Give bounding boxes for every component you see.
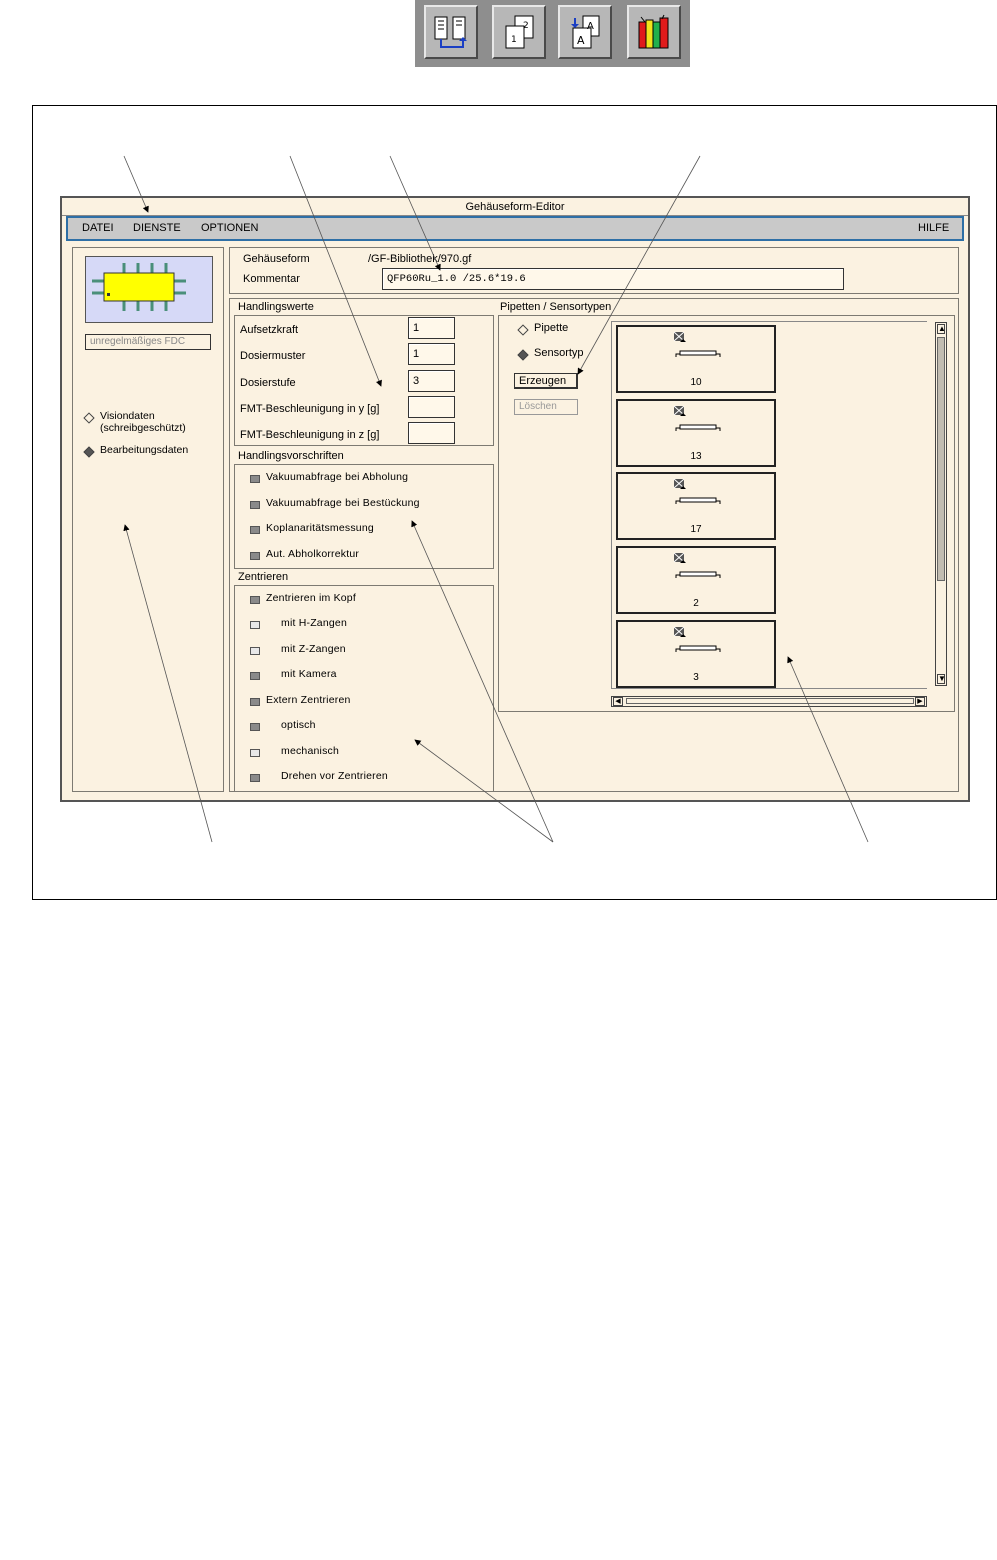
callout-line-zentrieren bbox=[415, 740, 553, 842]
sensor-card-number: 17 bbox=[690, 524, 702, 535]
dosiermuster-label: Dosiermuster bbox=[240, 350, 306, 362]
menu-optionen[interactable]: OPTIONEN bbox=[201, 222, 259, 234]
erzeugen-button[interactable]: Erzeugen bbox=[514, 373, 578, 389]
callout-line-menubar bbox=[124, 156, 148, 212]
irregular-fdc-button[interactable]: unregelmäßiges FDC bbox=[85, 334, 211, 350]
callout-line-left-panel bbox=[125, 525, 212, 842]
svg-text:2: 2 bbox=[523, 21, 529, 31]
extern-zentrieren-label: Extern Zentrieren bbox=[266, 694, 351, 706]
menu-hilfe[interactable]: HILFE bbox=[918, 222, 950, 234]
scroll-left-icon[interactable]: ◀ bbox=[613, 697, 623, 706]
menu-dienste[interactable]: DIENSTE bbox=[133, 222, 181, 234]
sensor-card-number: 10 bbox=[690, 377, 702, 388]
callout-line-cards bbox=[788, 657, 868, 842]
dosierstufe-label: Dosierstufe bbox=[240, 377, 296, 389]
menu-datei[interactable]: DATEI bbox=[82, 222, 114, 234]
mechanisch-label: mechanisch bbox=[281, 745, 340, 757]
aufsetzkraft-label: Aufsetzkraft bbox=[240, 324, 299, 336]
koplanaritaet-label: Koplanaritätsmessung bbox=[266, 522, 374, 534]
gehaeuseform-path: /GF-Bibliothek/970.gf bbox=[368, 253, 472, 265]
sensor-card-number: 13 bbox=[690, 451, 702, 462]
callout-line-header bbox=[390, 156, 440, 270]
svg-text:A: A bbox=[577, 34, 585, 47]
h-zangen-label: mit H-Zangen bbox=[281, 617, 348, 629]
scroll-down-icon[interactable]: ▼ bbox=[938, 674, 946, 683]
aufsetzkraft-input[interactable]: 1 bbox=[408, 317, 455, 339]
pipetten-title: Pipetten / Sensortypen bbox=[500, 301, 612, 313]
handlingswerte-title: Handlingswerte bbox=[238, 301, 314, 313]
sensor-card-number: 3 bbox=[693, 672, 699, 683]
callout-line-vorschriften bbox=[412, 521, 553, 842]
optisch-label: optisch bbox=[281, 719, 316, 731]
fmt-z-label: FMT-Beschleunigung in z [g] bbox=[240, 429, 380, 441]
kamera-label: mit Kamera bbox=[281, 668, 337, 680]
fmt-y-label: FMT-Beschleunigung in y [g] bbox=[240, 403, 380, 415]
z-zangen-label: mit Z-Zangen bbox=[281, 643, 346, 655]
pipette-label: Pipette bbox=[534, 322, 569, 334]
svg-text:A: A bbox=[587, 21, 594, 32]
svg-text:1: 1 bbox=[511, 35, 517, 45]
scroll-right-icon[interactable]: ▶ bbox=[915, 697, 925, 706]
drehen-label: Drehen vor Zentrieren bbox=[281, 770, 388, 782]
abholkorrektur-label: Aut. Abholkorrektur bbox=[266, 548, 360, 560]
bearbeitungsdaten-label: Bearbeitungsdaten bbox=[100, 444, 189, 456]
dosierstufe-input[interactable]: 3 bbox=[408, 370, 455, 392]
callout-line-handlingswerte bbox=[290, 156, 381, 386]
loeschen-button[interactable]: Löschen bbox=[514, 399, 578, 415]
scroll-up-icon[interactable]: ▲ bbox=[938, 324, 946, 333]
gehaeuseform-label: Gehäuseform bbox=[243, 253, 310, 265]
visiondaten-sublabel: (schreibgeschützt) bbox=[100, 422, 186, 434]
callout-line-erzeugen bbox=[578, 156, 700, 374]
vakuumabfrage-bestueckung-label: Vakuumabfrage bei Bestückung bbox=[266, 497, 420, 509]
dosiermuster-input[interactable]: 1 bbox=[408, 343, 455, 365]
handlingsvorschriften-title: Handlingsvorschriften bbox=[238, 450, 344, 462]
zentrieren-kopf-label: Zentrieren im Kopf bbox=[266, 592, 356, 604]
window-title: Gehäuseform-Editor bbox=[62, 198, 968, 216]
sensortyp-label: Sensortyp bbox=[534, 347, 584, 359]
zentrieren-title: Zentrieren bbox=[238, 571, 289, 583]
visiondaten-label: Visiondaten bbox=[100, 410, 155, 422]
vakuumabfrage-abholung-label: Vakuumabfrage bei Abholung bbox=[266, 471, 409, 483]
sensor-card-number: 2 bbox=[693, 598, 699, 609]
kommentar-label: Kommentar bbox=[243, 273, 300, 285]
kommentar-input[interactable]: QFP60Ru_1.0 /25.6*19.6 bbox=[382, 268, 844, 290]
